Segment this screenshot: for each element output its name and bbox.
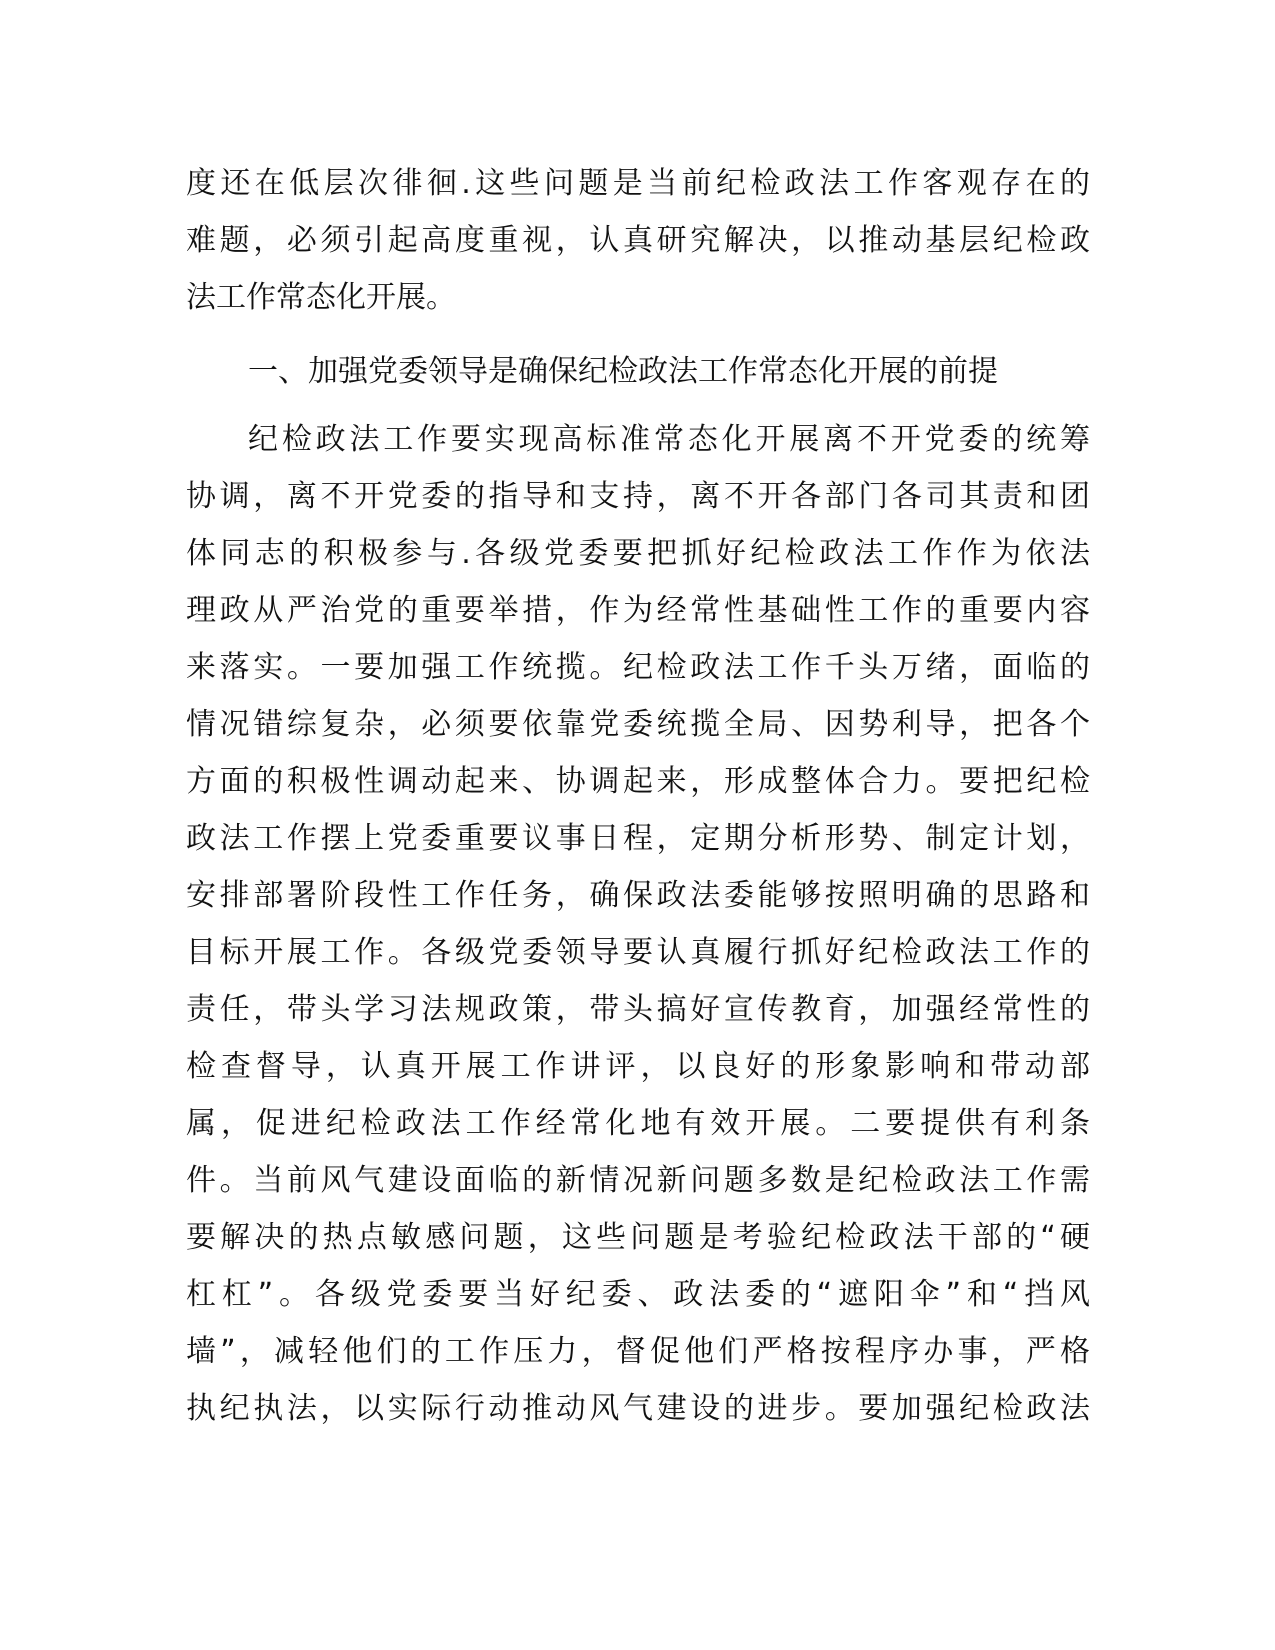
paragraph-line: 目标开展工作。各级党委领导要认真履行抓好纪检政法工作的: [186, 935, 1090, 970]
paragraph-line: 杠杠”。各级党委要当好纪委、政法委的“遮阳伞”和“挡风: [186, 1277, 1090, 1312]
section-heading: [186, 343, 1090, 400]
paragraph-line: 情况错综复杂，必须要依靠党委统揽全局、因势利导，把各个: [186, 707, 1090, 742]
paragraph-line: 来落实。一要加强工作统揽。纪检政法工作千头万绪，面临的: [186, 650, 1090, 685]
paragraph-line: 体同志的积极参与.各级党委要把抓好纪检政法工作作为依法: [186, 536, 1090, 571]
paragraph-line: 政法工作摆上党委重要议事日程，定期分析形势、制定计划，: [186, 821, 1090, 856]
paragraph-line: 度还在低层次徘徊.这些问题是当前纪检政法工作客观存在的: [186, 166, 1090, 201]
paragraph-line: 纪检政法工作要实现高标准常态化开展离不开党委的统筹: [248, 422, 1090, 457]
paragraph-line: 属，促进纪检政法工作经常化地有效开展。二要提供有利条: [186, 1106, 1090, 1141]
paragraph-line: 难题，必须引起高度重视，认真研究解决，以推动基层纪检政: [186, 223, 1090, 258]
paragraph-line: 方面的积极性调动起来、协调起来，形成整体合力。要把纪检: [186, 764, 1090, 799]
paragraph-line: 责任，带头学习法规政策，带头搞好宣传教育，加强经常性的: [186, 992, 1090, 1027]
paragraph-line: 安排部署阶段性工作任务，确保政法委能够按照明确的思路和: [186, 878, 1090, 913]
body-paragraph: [186, 411, 1090, 1437]
paragraph-line: 件。当前风气建设面临的新情况新问题多数是纪检政法工作需: [186, 1163, 1090, 1198]
paragraph-line: 检查督导，认真开展工作讲评，以良好的形象影响和带动部: [186, 1049, 1090, 1084]
continuation-paragraph: [186, 155, 1090, 326]
paragraph-line: 要解决的热点敏感问题，这些问题是考验纪检政法干部的“硬: [186, 1220, 1090, 1255]
paragraph-line: 墙”，减轻他们的工作压力，督促他们严格按程序办事，严格: [186, 1334, 1090, 1369]
paragraph-line: 法工作常态化开展。: [186, 280, 456, 315]
paragraph-line: 执纪执法，以实际行动推动风气建设的进步。要加强纪检政法: [186, 1391, 1090, 1426]
paragraph-line: 协调，离不开党委的指导和支持，离不开各部门各司其责和团: [186, 479, 1090, 514]
paragraph-line: 理政从严治党的重要举措，作为经常性基础性工作的重要内容: [186, 593, 1090, 628]
section-heading-text: 一、加强党委领导是确保纪检政法工作常态化开展的前提: [248, 354, 998, 389]
